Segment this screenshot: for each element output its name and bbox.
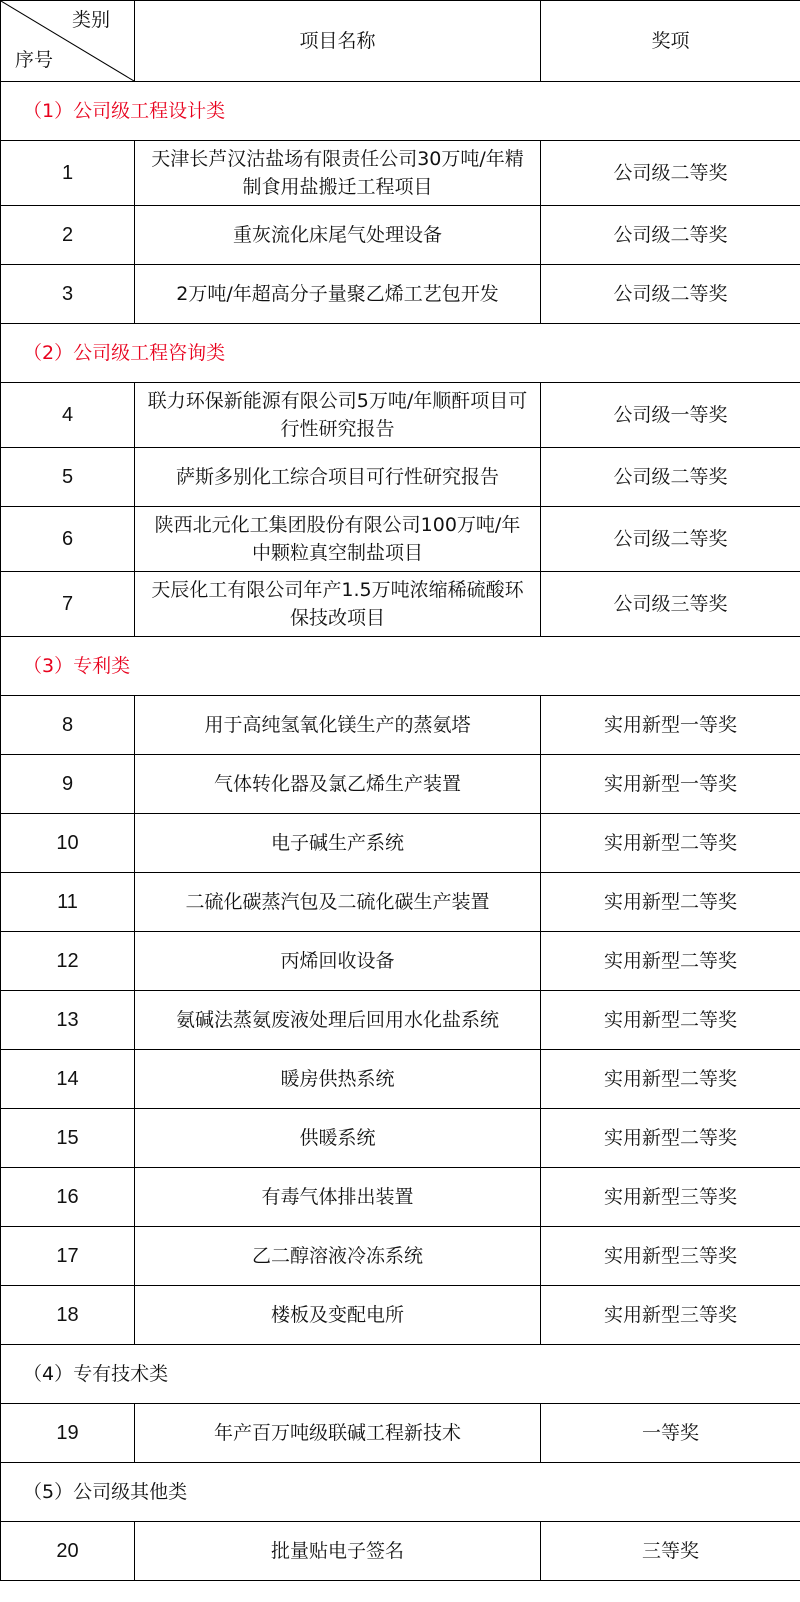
row-number: 3 xyxy=(1,265,135,324)
row-number: 9 xyxy=(1,755,135,814)
award-cell: 公司级二等奖 xyxy=(541,507,800,572)
row-number: 2 xyxy=(1,206,135,265)
project-name: 萨斯多别化工综合项目可行性研究报告 xyxy=(175,466,499,488)
project-name-cell xyxy=(135,932,541,991)
award-cell: 一等奖 xyxy=(541,1404,800,1463)
project-name-cell xyxy=(135,141,541,206)
award-cell: 实用新型一等奖 xyxy=(541,696,800,755)
project-name-cell xyxy=(135,206,541,265)
section-title: （2）公司级工程咨询类 xyxy=(1,324,800,383)
row-number: 8 xyxy=(1,696,135,755)
award-cell: 实用新型二等奖 xyxy=(541,1050,800,1109)
table-row xyxy=(1,1109,800,1168)
project-name-cell xyxy=(135,383,541,448)
section-title: （3）专利类 xyxy=(1,637,800,696)
section-row xyxy=(1,324,800,383)
project-name-cell xyxy=(135,1050,541,1109)
table-row xyxy=(1,1286,800,1345)
award-cell: 实用新型一等奖 xyxy=(541,755,800,814)
table-row xyxy=(1,1050,800,1109)
project-name: 乙二醇溶液冷冻系统 xyxy=(251,1245,423,1267)
row-number: 17 xyxy=(1,1227,135,1286)
project-name: 2万吨/年超高分子量聚乙烯工艺包开发 xyxy=(176,283,499,305)
award-cell: 实用新型二等奖 xyxy=(541,932,800,991)
section-row xyxy=(1,637,800,696)
award-cell: 实用新型二等奖 xyxy=(541,873,800,932)
award-cell: 公司级二等奖 xyxy=(541,141,800,206)
project-name: 氨碱法蒸氨废液处理后回用水化盐系统 xyxy=(175,1009,499,1031)
category-header-label: 类别 xyxy=(71,9,110,31)
award-cell: 公司级二等奖 xyxy=(541,206,800,265)
project-name: 丙烯回收设备 xyxy=(280,950,395,972)
award-cell: 三等奖 xyxy=(541,1522,800,1581)
row-number: 19 xyxy=(1,1404,135,1463)
project-name: 二硫化碳蒸汽包及二硫化碳生产装置 xyxy=(185,891,490,913)
project-name-cell xyxy=(135,991,541,1050)
name-header: 项目名称 xyxy=(135,1,541,82)
award-cell: 实用新型二等奖 xyxy=(541,1109,800,1168)
diagonal-header-cell xyxy=(1,1,135,82)
table-row xyxy=(1,1522,800,1581)
table-row xyxy=(1,265,800,324)
table-row xyxy=(1,141,800,206)
table-row xyxy=(1,873,800,932)
project-name-cell xyxy=(135,1522,541,1581)
project-name: 天津长芦汉沽盐场有限责任公司30万吨/年精制食用盐搬迁工程项目 xyxy=(151,148,524,198)
award-cell: 实用新型三等奖 xyxy=(541,1168,800,1227)
table-row xyxy=(1,1227,800,1286)
row-number: 18 xyxy=(1,1286,135,1345)
table-row xyxy=(1,932,800,991)
table-row xyxy=(1,1404,800,1463)
section-row xyxy=(1,1345,800,1404)
section-row xyxy=(1,1463,800,1522)
project-name-cell xyxy=(135,873,541,932)
section-title: （1）公司级工程设计类 xyxy=(1,82,800,141)
table-row xyxy=(1,991,800,1050)
row-number: 7 xyxy=(1,572,135,637)
project-name: 暖房供热系统 xyxy=(280,1068,395,1090)
row-number: 6 xyxy=(1,507,135,572)
project-name-cell xyxy=(135,1109,541,1168)
project-name-cell xyxy=(135,755,541,814)
project-name-cell xyxy=(135,1286,541,1345)
project-name-cell xyxy=(135,265,541,324)
table-row xyxy=(1,448,800,507)
table-row xyxy=(1,206,800,265)
index-header-label: 序号 xyxy=(15,49,54,71)
section-title: （4）专有技术类 xyxy=(1,1345,800,1404)
project-name-cell xyxy=(135,696,541,755)
row-number: 13 xyxy=(1,991,135,1050)
project-name-cell xyxy=(135,507,541,572)
award-cell: 实用新型二等奖 xyxy=(541,991,800,1050)
row-number: 15 xyxy=(1,1109,135,1168)
row-number: 14 xyxy=(1,1050,135,1109)
table-row xyxy=(1,507,800,572)
award-cell: 实用新型二等奖 xyxy=(541,814,800,873)
project-name: 电子碱生产系统 xyxy=(270,832,404,854)
row-number: 16 xyxy=(1,1168,135,1227)
award-cell: 公司级三等奖 xyxy=(541,572,800,637)
award-cell: 公司级二等奖 xyxy=(541,448,800,507)
project-name: 年产百万吨级联碱工程新技术 xyxy=(213,1422,461,1444)
row-number: 1 xyxy=(1,141,135,206)
row-number: 11 xyxy=(1,873,135,932)
project-name-cell xyxy=(135,572,541,637)
project-name: 联力环保新能源有限公司5万吨/年顺酐项目可行性研究报告 xyxy=(147,390,528,440)
row-number: 4 xyxy=(1,383,135,448)
project-name-cell xyxy=(135,814,541,873)
project-name: 有毒气体排出装置 xyxy=(261,1186,414,1208)
project-name: 批量贴电子签名 xyxy=(270,1540,404,1562)
table-row xyxy=(1,383,800,448)
project-name: 供暖系统 xyxy=(299,1127,376,1149)
table-row xyxy=(1,755,800,814)
award-cell: 公司级二等奖 xyxy=(541,265,800,324)
table-row xyxy=(1,696,800,755)
table-row xyxy=(1,814,800,873)
project-name-cell xyxy=(135,1404,541,1463)
project-name-cell xyxy=(135,1168,541,1227)
project-name-cell xyxy=(135,448,541,507)
project-name: 用于高纯氢氧化镁生产的蒸氨塔 xyxy=(204,714,471,736)
award-header: 奖项 xyxy=(541,1,800,82)
award-cell: 公司级一等奖 xyxy=(541,383,800,448)
project-name: 楼板及变配电所 xyxy=(270,1304,404,1326)
table-row xyxy=(1,1168,800,1227)
table-header-row xyxy=(1,1,800,82)
award-cell: 实用新型三等奖 xyxy=(541,1286,800,1345)
project-name: 陕西北元化工集团股份有限公司100万吨/年中颗粒真空制盐项目 xyxy=(154,514,521,564)
row-number: 5 xyxy=(1,448,135,507)
row-number: 20 xyxy=(1,1522,135,1581)
row-number: 10 xyxy=(1,814,135,873)
section-row xyxy=(1,82,800,141)
project-name: 重灰流化床尾气处理设备 xyxy=(232,224,442,246)
award-cell: 实用新型三等奖 xyxy=(541,1227,800,1286)
table-row xyxy=(1,572,800,637)
row-number: 12 xyxy=(1,932,135,991)
project-name: 天辰化工有限公司年产1.5万吨浓缩稀硫酸环保技改项目 xyxy=(151,579,524,629)
project-name: 气体转化器及氯乙烯生产装置 xyxy=(213,773,461,795)
section-title: （5）公司级其他类 xyxy=(1,1463,800,1522)
project-name-cell xyxy=(135,1227,541,1286)
